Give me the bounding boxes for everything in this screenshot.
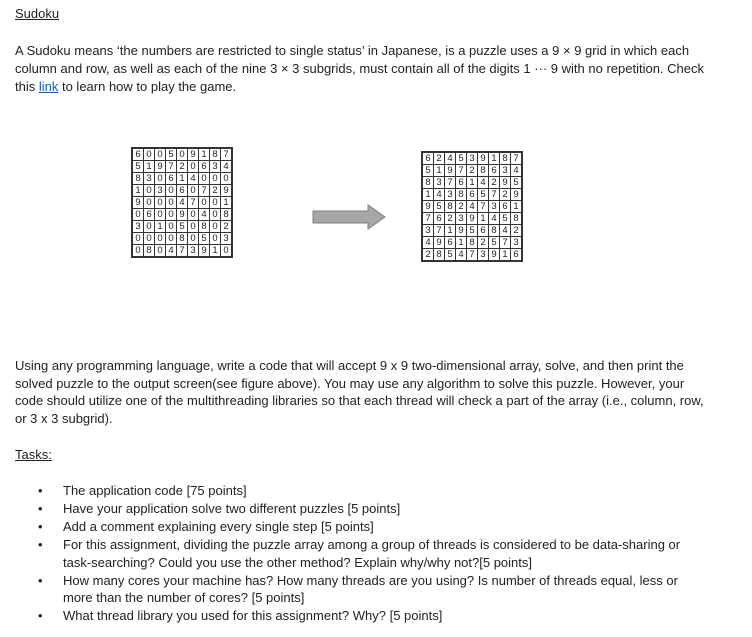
- intro-text: A Sudoku means ‘the numbers are restricted to single status’ in Japanese, is a puzzle uses a 9 × 9 grid in which each column and row, as well as each of the nine 3 × 3 subgrids, must contain all of the digits 1 ··· 9 with no repetition. Check this: [15, 43, 705, 94]
- solved-grid-cell: 1: [422, 189, 434, 201]
- grid-row: [422, 201, 522, 213]
- unsolved-grid-cell: 7: [177, 245, 188, 258]
- solved-grid-cell: 6: [500, 201, 511, 213]
- solved-grid-cell: 9: [478, 152, 489, 165]
- unsolved-grid-cell: 6: [166, 173, 177, 185]
- solved-grid-cell: 5: [489, 237, 500, 249]
- unsolved-grid-cell: 0: [199, 197, 210, 209]
- solved-grid-cell: 7: [422, 213, 434, 225]
- unsolved-grid-cell: 0: [188, 161, 199, 173]
- unsolved-grid-cell: 9: [132, 197, 144, 209]
- unsolved-grid-cell: 5: [177, 221, 188, 233]
- grid-row: [422, 189, 522, 201]
- unsolved-grid-cell: 6: [132, 148, 144, 161]
- bullet-icon: •: [38, 537, 43, 552]
- unsolved-grid-cell: 0: [144, 233, 155, 245]
- solved-grid-cell: 4: [511, 165, 523, 177]
- solved-grid-cell: 4: [478, 177, 489, 189]
- unsolved-grid-cell: 8: [210, 148, 221, 161]
- unsolved-grid-cell: 7: [199, 185, 210, 197]
- task-text: Add a comment explaining every single step [5 points]: [63, 519, 374, 534]
- solved-grid-cell: 5: [478, 189, 489, 201]
- unsolved-grid-cell: 3: [155, 185, 166, 197]
- grid-row: [422, 249, 522, 262]
- unsolved-grid-cell: 0: [166, 185, 177, 197]
- grid-row: [132, 221, 232, 233]
- task-item: [38, 572, 708, 607]
- solved-grid-cell: 6: [478, 225, 489, 237]
- bullet-icon: •: [38, 608, 43, 623]
- solved-grid-cell: 7: [489, 189, 500, 201]
- solved-grid-cell: 6: [489, 165, 500, 177]
- unsolved-grid-cell: 3: [188, 245, 199, 258]
- solved-grid-cell: 7: [456, 165, 467, 177]
- unsolved-grid-cell: 0: [155, 245, 166, 258]
- solved-grid-cell: 1: [511, 201, 523, 213]
- unsolved-grid-cell: 6: [144, 209, 155, 221]
- unsolved-grid-cell: 1: [221, 197, 233, 209]
- solved-grid-cell: 3: [511, 237, 523, 249]
- solved-grid-cell: 8: [478, 165, 489, 177]
- task-text: Have your application solve two different puzzles [5 points]: [63, 501, 401, 516]
- solved-grid-cell: 8: [467, 237, 478, 249]
- unsolved-grid-cell: 1: [210, 245, 221, 258]
- solved-grid-cell: 1: [434, 165, 445, 177]
- unsolved-grid-cell: 0: [210, 233, 221, 245]
- unsolved-grid-cell: 0: [144, 185, 155, 197]
- solved-grid-cell: 3: [500, 165, 511, 177]
- unsolved-grid-cell: 0: [210, 221, 221, 233]
- unsolved-grid-cell: 0: [199, 173, 210, 185]
- solved-grid-cell: 3: [422, 225, 434, 237]
- unsolved-grid-cell: 0: [166, 221, 177, 233]
- unsolved-grid-cell: 0: [210, 197, 221, 209]
- task-text: How many cores your machine has? How many threads are you using? Is number of threads equal, less or more than the number of cores? [5 points]: [63, 572, 678, 605]
- unsolved-grid-cell: 0: [155, 173, 166, 185]
- solved-grid-cell: 2: [467, 165, 478, 177]
- unsolved-grid-cell: 2: [210, 185, 221, 197]
- solved-grid-cell: 7: [500, 237, 511, 249]
- unsolved-grid-cell: 9: [199, 245, 210, 258]
- unsolved-grid-cell: 2: [221, 221, 233, 233]
- solved-grid-cell: 9: [467, 213, 478, 225]
- solved-grid-cell: 1: [478, 213, 489, 225]
- unsolved-grid-cell: 9: [221, 185, 233, 197]
- solved-grid-cell: 9: [489, 249, 500, 262]
- solved-grid-cell: 9: [500, 177, 511, 189]
- grid-row: [132, 173, 232, 185]
- grid-row: [422, 165, 522, 177]
- solved-grid-cell: 6: [422, 152, 434, 165]
- solved-grid-cell: 1: [456, 237, 467, 249]
- task-text: What thread library you used for this assignment? Why? [5 points]: [63, 608, 443, 623]
- unsolved-grid-cell: 8: [221, 209, 233, 221]
- unsolved-grid-cell: 7: [188, 197, 199, 209]
- task-text: For this assignment, dividing the puzzle array among a group of threads is considered to be data-sharing or task-searching? Could you use the other method? Explain why/why not?[5 points]: [63, 537, 681, 570]
- solved-grid-cell: 4: [500, 225, 511, 237]
- solved-grid-cell: 5: [467, 225, 478, 237]
- unsolved-grid-cell: 0: [155, 197, 166, 209]
- solved-grid-cell: 4: [489, 213, 500, 225]
- unsolved-grid-cell: 0: [188, 233, 199, 245]
- assignment-description: Using any programming language, write a code that will accept 9 x 9 two-dimensional array, solve, and then print the solved puzzle to the output screen(see figure above). You may use any algorithm to solve this puzzle. However, your code should utilize one of the multithreading libraries so that each thread will check a part of the array (i.e., column, row, or 3 x 3 subgrid).: [15, 358, 704, 426]
- grid-row: [132, 148, 232, 161]
- solved-grid-cell: 2: [478, 237, 489, 249]
- unsolved-grid-cell: 1: [155, 221, 166, 233]
- solved-grid-cell: 5: [434, 201, 445, 213]
- solved-grid-cell: 7: [511, 152, 523, 165]
- solved-grid-cell: 2: [511, 225, 523, 237]
- solved-grid-cell: 5: [456, 152, 467, 165]
- unsolved-grid-cell: 7: [221, 148, 233, 161]
- grid-row: [132, 245, 232, 258]
- unsolved-grid-cell: 0: [188, 185, 199, 197]
- solved-grid-cell: 6: [511, 249, 523, 262]
- solved-grid-cell: 5: [511, 177, 523, 189]
- solved-grid-cell: 9: [456, 225, 467, 237]
- bullet-icon: •: [38, 572, 43, 588]
- solved-grid-cell: 2: [422, 249, 434, 262]
- unsolved-grid-cell: 8: [132, 173, 144, 185]
- grid-row: [422, 213, 522, 225]
- unsolved-grid-cell: 0: [177, 148, 188, 161]
- task-item: [38, 482, 708, 500]
- bullet-icon: •: [38, 501, 43, 516]
- unsolved-grid-cell: 1: [132, 185, 144, 197]
- grid-row: [132, 233, 232, 245]
- unsolved-grid-cell: 1: [177, 173, 188, 185]
- solved-grid-cell: 1: [467, 177, 478, 189]
- unsolved-grid-cell: 4: [199, 209, 210, 221]
- solved-grid-cell: 3: [467, 152, 478, 165]
- bullet-icon: •: [38, 483, 43, 498]
- solved-grid-cell: 2: [434, 152, 445, 165]
- unsolved-grid-cell: 0: [221, 245, 233, 258]
- solved-grid-cell: 6: [445, 237, 456, 249]
- unsolved-grid-cell: 0: [210, 209, 221, 221]
- solved-grid-cell: 4: [434, 189, 445, 201]
- intro-paragraph: [15, 42, 705, 96]
- solved-grid-cell: 4: [422, 237, 434, 249]
- grid-row: [132, 209, 232, 221]
- solved-grid-cell: 4: [456, 249, 467, 262]
- task-list: [38, 482, 708, 625]
- solved-grid-cell: 8: [489, 225, 500, 237]
- unsolved-grid-cell: 0: [155, 233, 166, 245]
- how-to-play-link[interactable]: link: [38, 79, 59, 94]
- unsolved-grid-cell: 6: [199, 161, 210, 173]
- solved-grid-cell: 7: [467, 249, 478, 262]
- solved-grid-cell: 3: [434, 177, 445, 189]
- task-item: [38, 607, 708, 625]
- unsolved-grid-cell: 3: [144, 173, 155, 185]
- intro-text-end: to learn how to play the game.: [58, 79, 237, 94]
- unsolved-grid-cell: 0: [210, 173, 221, 185]
- grid-row: [422, 152, 522, 165]
- grid-row: [132, 185, 232, 197]
- solved-grid-cell: 1: [445, 225, 456, 237]
- solved-grid-cell: 8: [422, 177, 434, 189]
- unsolved-grid-cell: 8: [177, 233, 188, 245]
- unsolved-grid-cell: 1: [199, 148, 210, 161]
- grid-row: [132, 197, 232, 209]
- unsolved-grid-cell: 0: [188, 209, 199, 221]
- unsolved-grid-cell: 7: [166, 161, 177, 173]
- solved-grid-cell: 1: [489, 152, 500, 165]
- solved-grid-cell: 6: [467, 189, 478, 201]
- unsolved-grid-cell: 8: [144, 245, 155, 258]
- task-item: [38, 536, 708, 571]
- task-item: [38, 500, 708, 518]
- solved-grid-cell: 6: [434, 213, 445, 225]
- document-title: Sudoku: [15, 6, 60, 21]
- solved-grid-cell: 8: [456, 189, 467, 201]
- solved-grid-cell: 6: [456, 177, 467, 189]
- unsolved-grid-cell: 9: [188, 148, 199, 161]
- solved-grid-cell: 5: [445, 249, 456, 262]
- unsolved-grid-cell: 0: [155, 148, 166, 161]
- tasks-heading: Tasks:: [15, 447, 52, 462]
- unsolved-grid-cell: 0: [132, 233, 144, 245]
- unsolved-grid-cell: 5: [166, 148, 177, 161]
- unsolved-grid-cell: 0: [144, 221, 155, 233]
- solved-grid-cell: 2: [456, 201, 467, 213]
- unsolved-grid-cell: 5: [199, 233, 210, 245]
- bullet-icon: •: [38, 519, 43, 534]
- unsolved-grid-cell: 4: [188, 173, 199, 185]
- solved-grid-cell: 5: [500, 213, 511, 225]
- solved-grid-cell: 4: [445, 152, 456, 165]
- solved-grid-cell: 8: [445, 201, 456, 213]
- solved-grid-cell: 2: [445, 213, 456, 225]
- unsolved-sudoku-grid: [131, 147, 233, 258]
- solved-grid-cell: 2: [500, 189, 511, 201]
- unsolved-grid-cell: 0: [166, 197, 177, 209]
- unsolved-grid-cell: 9: [177, 209, 188, 221]
- solved-grid-cell: 3: [456, 213, 467, 225]
- solved-grid-cell: 7: [478, 201, 489, 213]
- unsolved-grid-cell: 9: [155, 161, 166, 173]
- grid-row: [422, 177, 522, 189]
- solved-grid-cell: 9: [445, 165, 456, 177]
- unsolved-grid-cell: 0: [132, 209, 144, 221]
- unsolved-grid-cell: 3: [132, 221, 144, 233]
- unsolved-grid-cell: 4: [166, 245, 177, 258]
- unsolved-grid-cell: 0: [155, 209, 166, 221]
- grid-row: [422, 237, 522, 249]
- unsolved-grid-cell: 8: [199, 221, 210, 233]
- unsolved-grid-cell: 3: [210, 161, 221, 173]
- solved-grid-cell: 7: [445, 177, 456, 189]
- solved-grid-cell: 8: [434, 249, 445, 262]
- solved-grid-cell: 3: [445, 189, 456, 201]
- grid-row: [422, 225, 522, 237]
- solved-grid-cell: 8: [511, 213, 523, 225]
- unsolved-grid-cell: 4: [177, 197, 188, 209]
- unsolved-grid-cell: 6: [177, 185, 188, 197]
- solved-grid-cell: 3: [489, 201, 500, 213]
- unsolved-grid-cell: 4: [221, 161, 233, 173]
- solved-grid-cell: 2: [489, 177, 500, 189]
- solved-grid-cell: 9: [434, 237, 445, 249]
- unsolved-grid-cell: 0: [144, 148, 155, 161]
- unsolved-grid-cell: 0: [166, 209, 177, 221]
- solved-grid-cell: 4: [467, 201, 478, 213]
- solved-sudoku-grid: [421, 151, 523, 262]
- unsolved-grid-cell: 1: [144, 161, 155, 173]
- solved-grid-cell: 3: [478, 249, 489, 262]
- solved-grid-cell: 5: [422, 165, 434, 177]
- solved-grid-cell: 8: [500, 152, 511, 165]
- unsolved-grid-cell: 0: [144, 197, 155, 209]
- unsolved-grid-cell: 2: [177, 161, 188, 173]
- solved-grid-cell: 7: [434, 225, 445, 237]
- task-text: The application code [75 points]: [63, 483, 247, 498]
- right-arrow-icon: [312, 204, 386, 230]
- unsolved-grid-cell: 0: [166, 233, 177, 245]
- solved-grid-cell: 9: [422, 201, 434, 213]
- unsolved-grid-cell: 0: [188, 221, 199, 233]
- solved-grid-cell: 1: [500, 249, 511, 262]
- unsolved-grid-cell: 0: [132, 245, 144, 258]
- unsolved-grid-cell: 5: [132, 161, 144, 173]
- task-item: [38, 518, 708, 536]
- unsolved-grid-cell: 3: [221, 233, 233, 245]
- solved-grid-cell: 9: [511, 189, 523, 201]
- grid-row: [132, 161, 232, 173]
- unsolved-grid-cell: 0: [221, 173, 233, 185]
